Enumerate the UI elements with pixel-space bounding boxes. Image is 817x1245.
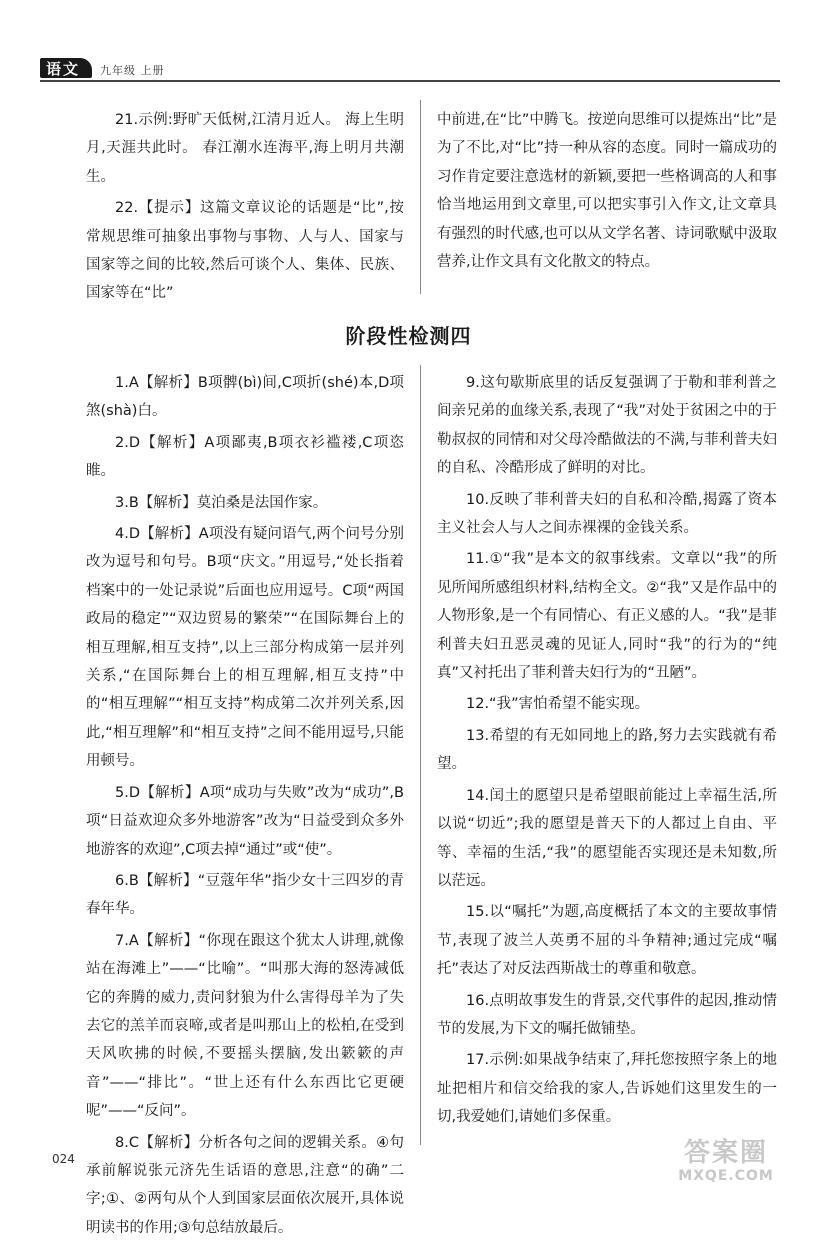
- answer-1: 1.A【解析】B项髀(bì)间,C项折(shé)本,D项煞(shà)白。: [86, 375, 404, 420]
- answer-11: 11.①“我”是本文的叙事线索。文章以“我”的所见所闻所感组织材料,结构全文。②“我”又是作品中的人物形象,是一个有同情心、有正义感的人。“我”是菲利普夫妇丑恶灵魂的见证人,同时“我”的行为的“纯真”又衬托出了菲利普夫妇行为的“丑陋”。: [437, 551, 777, 682]
- header-rule: [40, 80, 780, 82]
- answer-21: 21.示例:野旷天低树,江清月近人。 海上生明月,天涯共此时。 春江潮水连海平,海上明月共潮生。: [86, 112, 404, 185]
- watermark: [651, 1138, 801, 1184]
- answer-2: 2.D【解析】A项鄙夷,B项衣衫褴褛,C项恣睢。: [86, 434, 404, 480]
- page-header: [40, 56, 165, 78]
- answer-5: 5.D【解析】A项“成功与失败”改为“成功”,B项“日益欢迎众多外地游客”改为“日益受到众多外地游客的欢迎”,C项去掉“通过”或“使”。: [86, 784, 404, 858]
- answer-22-continued: 中前进,在“比”中腾飞。按逆向思维可以提炼出“比”是为了不比,对“比”持一种从容的态度。同时一篇成功的习作肯定要注意选材的新颖,要把一些格调高的人和事恰当地运用到文章里,可以把实事引入作文,让文章具有强烈的时代感,也可以从文学名著、诗词歌赋中汲取营养,让作文具有文化散文的特点。: [437, 112, 777, 271]
- answer-4: 4.D【解析】A项没有疑问语气,两个问号分别改为逗号和句号。B项“庆文。”用逗号,“处长指着档案中的一处记录说”后面也应用逗号。C项“两国政局的稳定”“双边贸易的繁荣”“在国际舞台上的相互理解,相互支持”,以上三部分构成第一层并列关系,“在国际舞台上的相互理解,相互支持”中的“相互理解”“相互支持”构成第二次并列关系,因此,“相互理解”和“相互支持”之间不能用逗号,只能用顿号。: [86, 526, 404, 770]
- answer-3: 3.B【解析】莫泊桑是法国作家。: [115, 494, 328, 511]
- top-right-column: [437, 106, 777, 279]
- watermark-url: MXQE.COM: [678, 1168, 774, 1184]
- section-title: 阶段性检测四: [345, 324, 472, 348]
- subject-badge: 语文: [40, 58, 92, 78]
- top-left-column: [86, 106, 404, 311]
- watermark-logo: 答案圈: [683, 1138, 768, 1168]
- answer-10: 10.反映了菲利普夫妇的自私和冷酷,揭露了资本主义社会人与人之间赤裸裸的金钱关系。: [437, 491, 777, 537]
- answer-13: 13.希望的有无如同地上的路,努力去实践就有希望。: [437, 727, 777, 773]
- bottom-left-column: [86, 369, 404, 1245]
- answer-17: 17.示例:如果战争结束了,拜托您按照字条上的地址把相片和信交给我的家人,告诉她们这里发生的一切,我爱她们,请她们多保重。: [437, 1052, 777, 1126]
- grade-label: 九年级 上册: [100, 64, 165, 77]
- answer-9: 9.这句歇斯底里的话反复强调了于勒和菲利普之间亲兄弟的血缘关系,表现了“我”对处于贫困之中的于勒叔叔的同情和对父母冷酷做法的不满,与菲利普夫妇的自私、冷酷形成了鲜明的对比。: [437, 375, 777, 477]
- answer-8: 8.C【解析】分析各句之间的逻辑关系。④句承前解说张元济先生话语的意思,注意“的确”二字;①、②两句从个人到国家层面依次展开,具体说明读书的作用;③句总结放最后。: [86, 1134, 404, 1236]
- answer-12: 12.“我”害怕希望不能实现。: [466, 696, 650, 713]
- answer-7: 7.A【解析】“你现在跟这个犹太人讲理,就像站在海滩上”——“比喻”。“叫那大海的怒涛减低它的奔腾的威力,责问豺狼为什么害得母羊为了失去它的羔羊而哀啼,或者是叫那山上的松柏,在受到天风吹拂的时候,不要摇头摆脑,发出簌簌的声音”——“排比”。“世上还有什么东西比它更硬呢”——“反问”。: [86, 932, 404, 1120]
- answer-6: 6.B【解析】“豆蔻年华”指少女十三四岁的青春年华。: [86, 872, 404, 918]
- bottom-right-column: [437, 369, 777, 1135]
- column-divider-bottom: [420, 365, 421, 1145]
- page-number: 024: [52, 1152, 75, 1166]
- answer-14: 14.闰土的愿望只是希望眼前能过上幸福生活,所以说“切近”;我的愿望是普天下的人都过上自由、平等、幸福的生活,“我”的愿望能否实现还是未知数,所以茫远。: [437, 787, 777, 889]
- answer-15: 15.以“嘱托”为题,高度概括了本文的主要故事情节,表现了波兰人英勇不屈的斗争精神;通过完成“嘱托”表达了对反法西斯战士的尊重和敬意。: [437, 904, 777, 978]
- answer-22: 22.【提示】这篇文章议论的话题是“比”,按常规思维可抽象出事物与事物、人与人、国家与国家等之间的比较,然后可谈个人、集体、民族、国家等在“比”: [86, 200, 404, 302]
- column-divider-top: [420, 100, 421, 294]
- answer-16: 16.点明故事发生的背景,交代事件的起因,推动情节的发展,为下文的嘱托做铺垫。: [437, 992, 777, 1037]
